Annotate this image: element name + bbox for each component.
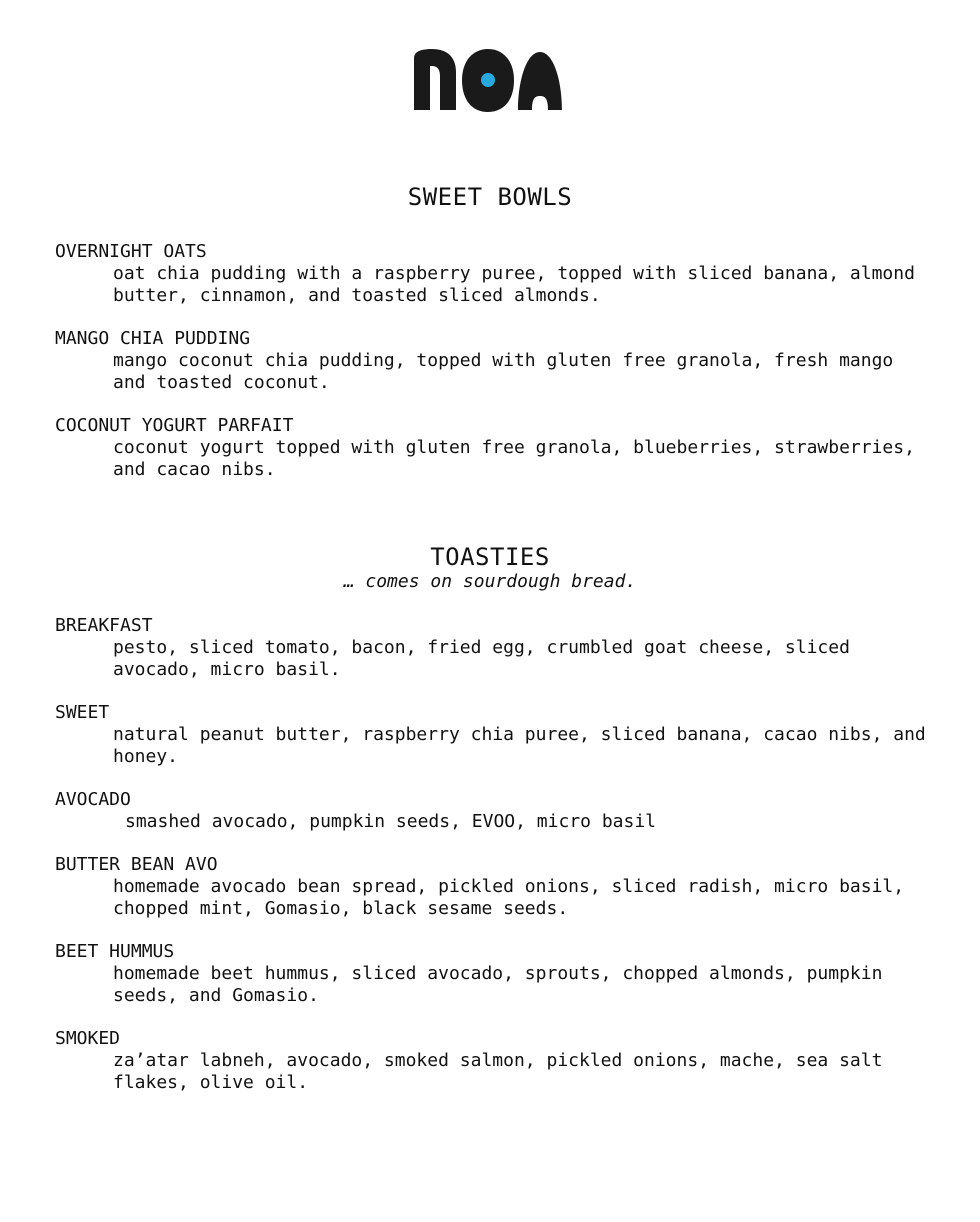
menu-item-name: AVOCADO: [55, 789, 131, 810]
menu-item-description: mango coconut chia pudding, topped with gluten free granola, fresh mango and toasted coconut.: [113, 350, 894, 393]
menu-item-description: za’atar labneh, avocado, smoked salmon, pickled onions, mache, sea salt flakes, olive oil.: [113, 1050, 883, 1093]
menu-item-description: homemade beet hummus, sliced avocado, sprouts, chopped almonds, pumpkin seeds, and Gomasio.: [113, 963, 883, 1006]
menu-item: [55, 615, 935, 681]
menu-item: [55, 941, 935, 1007]
menu-item: [55, 1028, 935, 1094]
menu-item: [55, 328, 935, 394]
menu-item-name: MANGO CHIA PUDDING: [55, 328, 251, 349]
logo-dot: [481, 73, 495, 87]
section-title-sweet-bowls: SWEET BOWLS: [407, 183, 573, 211]
noa-logo: [410, 44, 566, 116]
menu-item-name: SWEET: [55, 702, 110, 723]
menu-item: [55, 854, 935, 920]
noa-logo-mark: [410, 44, 566, 116]
logo-letter-a: [518, 52, 562, 110]
menu-item-description: homemade avocado bean spread, pickled onions, sliced radish, micro basil, chopped mint, Gomasio, black sesame seeds.: [113, 876, 905, 919]
menu-item: [55, 415, 935, 481]
menu-item-name: OVERNIGHT OATS: [55, 241, 207, 262]
menu-item: [55, 241, 935, 307]
menu-item-name: COCONUT YOGURT PARFAIT: [55, 415, 294, 436]
menu-item-description: natural peanut butter, raspberry chia puree, sliced banana, cacao nibs, and honey.: [113, 724, 926, 767]
menu-item: [55, 789, 935, 833]
section-title-toasties: TOASTIES: [430, 543, 550, 571]
menu-item-description: pesto, sliced tomato, bacon, fried egg, crumbled goat cheese, sliced avocado, micro basil.: [113, 637, 850, 680]
menu-item-name: BREAKFAST: [55, 615, 153, 636]
section-subtitle-toasties: … comes on sourdough bread.: [343, 571, 637, 592]
menu-item-description: smashed avocado, pumpkin seeds, EVOO, micro basil: [125, 811, 657, 832]
menu-item: [55, 702, 935, 768]
logo-letter-n: [414, 49, 456, 110]
menu-item-name: BUTTER BEAN AVO: [55, 854, 218, 875]
menu-item-name: SMOKED: [55, 1028, 121, 1049]
menu-item-description: coconut yogurt topped with gluten free granola, blueberries, strawberries, and cacao nibs.: [113, 437, 915, 480]
menu-item-name: BEET HUMMUS: [55, 941, 175, 962]
menu-item-description: oat chia pudding with a raspberry puree, topped with sliced banana, almond butter, cinnamon, and toasted sliced almonds.: [113, 263, 915, 306]
